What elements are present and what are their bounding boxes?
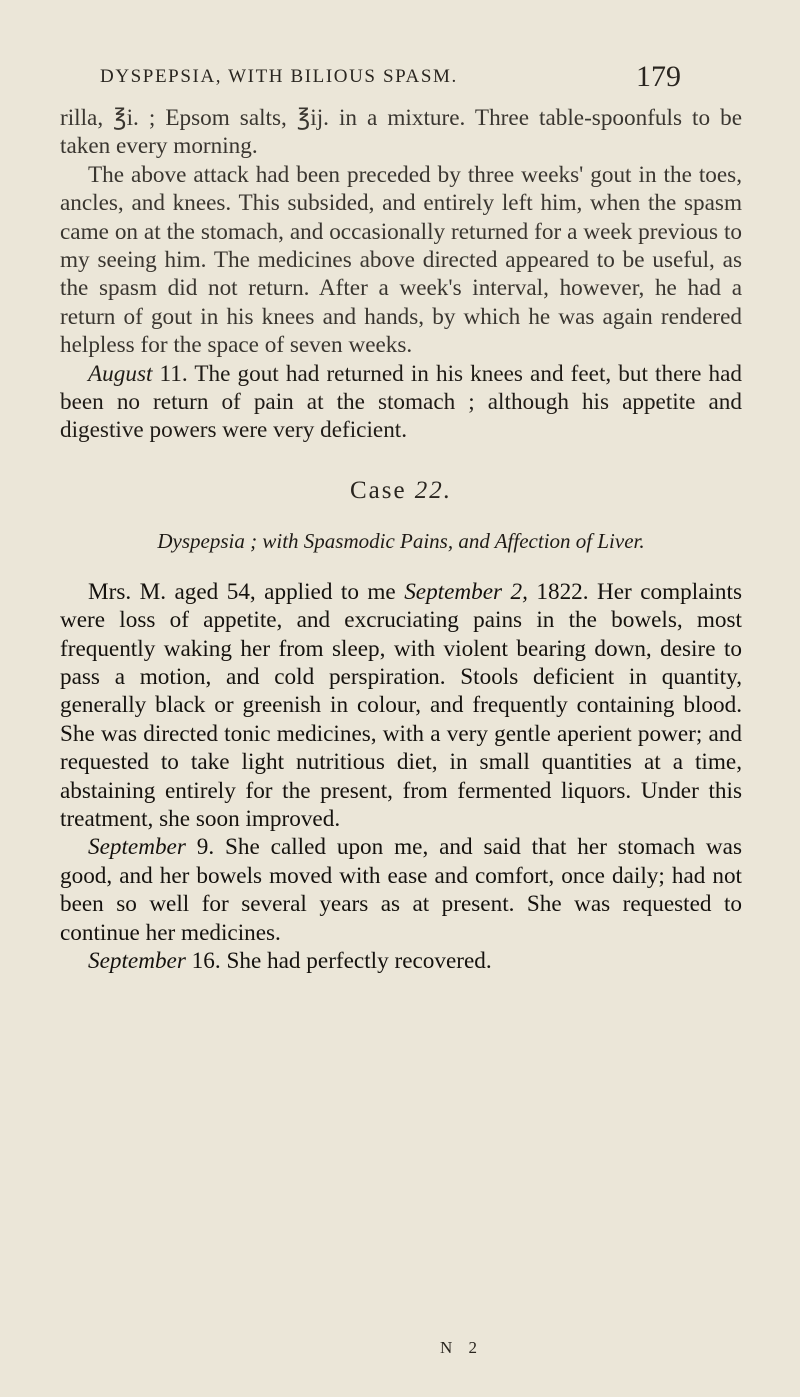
paragraph-history: The above attack had been preceded by three weeks' gout in the toes, ancles, and knees. This subsided, and entirely left him, when the spasm came on at the stomach, and occasionally returned for a week previous to my seeing him. The medicines above directed appeared to be useful, as the spasm did not return. After a week's interval, however, he had a return of gout in his knees and hands, by which he was again rendered helpless for the space of seven weeks. [60,161,742,359]
paragraph-prescription: rilla, ℥i. ; Epsom salts, ℥ij. in a mixture. Three table-spoonfuls to be taken every morning. [60,105,742,160]
signature-mark: N 2 [440,1338,484,1357]
case-paragraph-2 [60,833,742,947]
case-paragraph-1 [60,578,742,834]
paragraph-august [60,360,742,445]
date-september-16: September [88,947,186,974]
case-subtitle: Dyspepsia ; with Spasmodic Pains, and Affection of Liver. [157,529,645,554]
page-number: 179 [636,60,681,93]
case-heading-number: 22. [414,476,453,504]
case-p2-text: 9. She called upon me, and said that her stomach was good, and her bowels moved with ease and comfort, once daily; had not been so well for several years as at present. She was requested to continue her medicines. [60,834,742,946]
running-head: DYSPEPSIA, WITH BILIOUS SPASM. [100,66,458,87]
date-august: August [88,360,153,387]
case-p1-rest: 1822. Her complaints were loss of appetite, and excruciating pains in the bowels, most frequently waking her from sleep, with violent bearing down, desire to pass a motion, and cold perspiration. Stools deficient in quantity, generally black or greenish in colour, and frequently containing blood. She was directed tonic medicines, with a very gentle aperient power; and requested to take light nutritious diet, in small quantities at a time, abstaining entirely for the present, from fermented liquors. Under this treatment, she soon improved. [60,578,742,832]
body-text [60,104,742,975]
page-header [0,62,800,102]
paragraph-august-text: 11. The gout had returned in his knees and feet, but there had been no return of pain at the stomach ; although his appetite and digestive powers were very deficient. [60,360,742,444]
case-paragraph-3 [60,947,742,975]
case-heading [60,477,742,505]
date-september-9: September [88,834,186,861]
case-heading-word: Case [349,476,407,504]
case-p1-start: Mrs. M. aged 54, applied to me [88,578,405,605]
date-september-2: September 2, [404,578,528,605]
case-p3-text: 16. She had perfectly recovered. [185,947,492,974]
